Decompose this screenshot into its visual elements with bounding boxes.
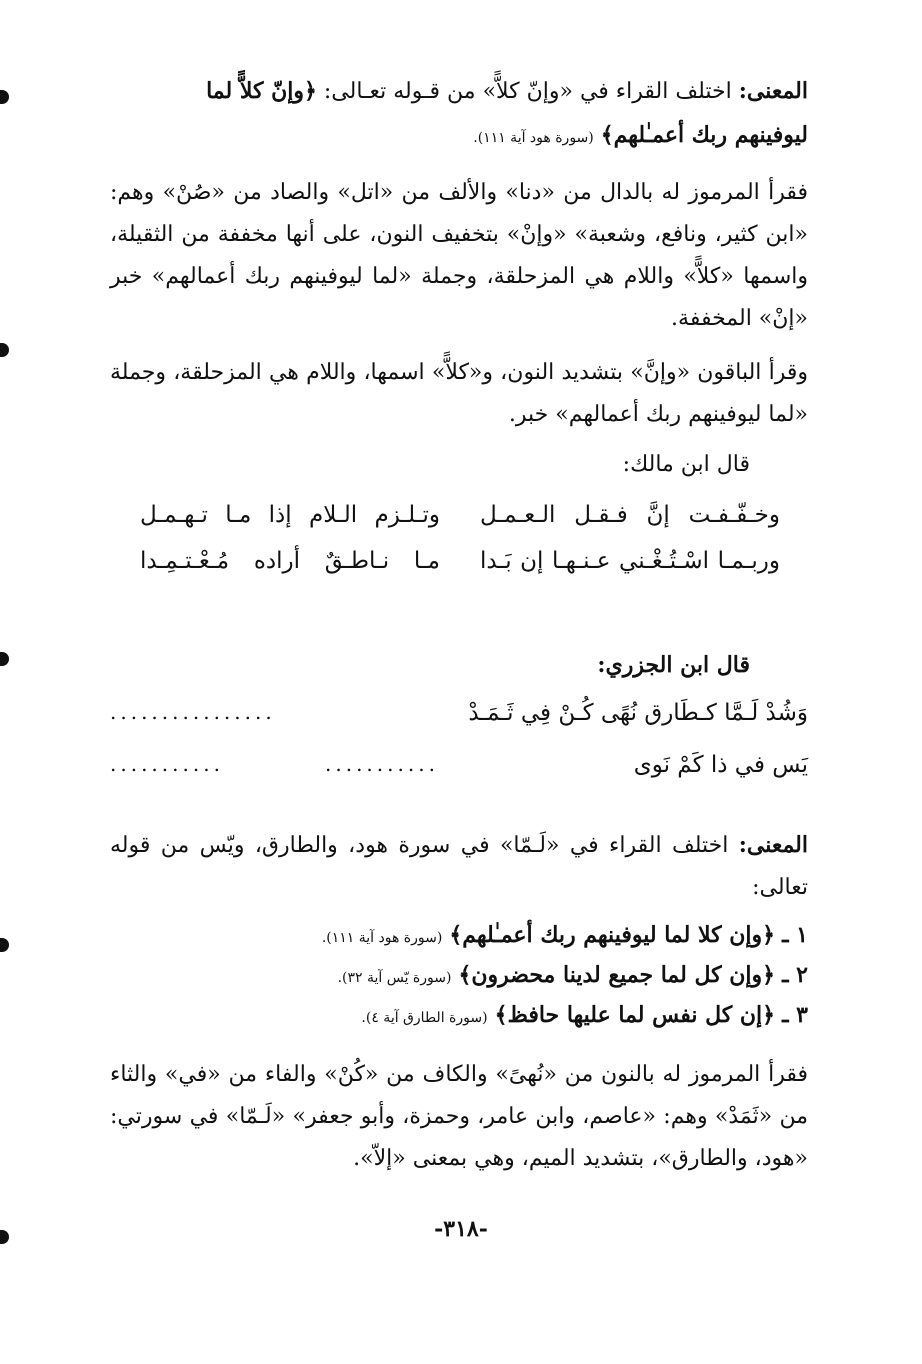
list-item-reference: (سورة يّس آية ٣٢).: [337, 970, 452, 986]
para1-line2-quote: ليوفينهم ربك أعمـٰلهم﴾: [600, 122, 808, 148]
jazari-line-1-dots: ................: [110, 700, 276, 724]
para2: فقرأ المرموز له بالدال من «دنا» والألف من «اتل» والصاد من «صُنْ» وهم: «ابن كثير، ونافع، وشعبة» «وإنْ» بتخفيف النون، على أنها مخففة من الثقيلة، واسمها «كلاًّ» واللام هي المزحلقة، وجملة «لما ليوفينهم ربك أعمالهم» خبر «إنْ» المخففة.: [110, 180, 808, 331]
list-item: [110, 962, 808, 988]
para5: فقرأ المرموز له بالنون من «نُهىً» والكاف من «كُنْ» والفاء من «في» والثاء من «ثَمَدْ» وهم: «عاصم، وابن عامر، وحمزة، وأبو جعفر» «لَـمّا» في سورتي: «هود، والطارق»، بتشديد الميم، وهي بمعنى «إلاّ».: [110, 1062, 808, 1171]
margin-mark: [0, 343, 9, 357]
para1-reference: (سورة هود آية ١١١).: [473, 130, 594, 146]
para3: وقرأ الباقون «وإنَّ» بتشديد النون، و«كلاًّ» اسمها، واللام هي المزحلقة، وجملة «لما ليوفينهم ربك أعمالهم» خبر.: [110, 360, 808, 427]
list-item-verse: ﴿وإن كلا لما ليوفينهم ربك أعمـٰلهم﴾: [449, 922, 776, 948]
verse-2-hemistich-right: وربـمـا اسْـتُـغْـني عـنـهـا إن بَـدا: [480, 548, 780, 574]
list-item: [110, 1002, 808, 1028]
jazari-line-2-text: يَس في ذا كَمْ نَوى: [633, 752, 808, 778]
ibn-jazari-line-1: [110, 700, 808, 740]
margin-mark: [0, 90, 9, 104]
jazari-line-2-dots-middle: ...........: [325, 752, 439, 776]
list-item-reference: (سورة الطارق آية ٤).: [361, 1010, 488, 1026]
para1-line1-quote: ﴿وإنّ كلاًّ لما: [206, 78, 317, 104]
verse-1-hemistich-left: وتـلـزم الـلام إذا مـا تـهـمـل: [140, 502, 440, 528]
margin-mark: [0, 652, 9, 666]
ibn-malik-verse-1: [140, 502, 780, 542]
list-item-number: ٢ ـ: [782, 962, 808, 988]
para1-line2: [110, 122, 808, 148]
list-item-number: ١ ـ: [782, 922, 808, 948]
margin-mark: [0, 938, 9, 952]
para1-lead: المعنى:: [738, 78, 808, 104]
para1-line1-text: اختلف القراء في «وإنّ كلاًّ» من قـوله تعـالى:: [323, 79, 732, 104]
list-item-verse: ﴿وإن كل لما جميع لدينا محضرون﴾: [458, 962, 776, 988]
jazari-line-2-dots-left: ...........: [110, 752, 224, 776]
verse-1-hemistich-right: وخـفّـفـت إنَّ فـقـل الـعـمـل: [480, 502, 780, 528]
page-number: -٣١٨-: [434, 1216, 488, 1242]
list-item: [110, 922, 808, 948]
ibn-jazari-heading: قال ابن الجزري:: [597, 652, 750, 678]
list-item-verse: ﴿إن كل نفس لما عليها حافظ﴾: [494, 1002, 776, 1028]
ibn-malik-verse-2: [140, 548, 780, 588]
verse-2-hemistich-left: مـا نـاطـقٌ أراده مُـعْـتـمِـدا: [140, 548, 440, 574]
para4-text: اختلف القراء في «لَـمّا» في سورة هود، والطارق، ويّس من قوله تعالى:: [110, 833, 808, 900]
ibn-malik-heading: قال ابن مالك:: [622, 452, 750, 477]
ibn-jazari-line-2: [110, 752, 808, 792]
jazari-line-1-text: وَشُدْ لَـمَّا كـطَارق نُهًى كُـنْ فِي ثَـمَـدْ: [468, 700, 808, 726]
para1-line1: [110, 78, 808, 104]
para4-lead: المعنى:: [738, 832, 808, 858]
list-item-number: ٣ ـ: [782, 1002, 808, 1028]
list-item-reference: (سورة هود آية ١١١).: [321, 930, 443, 946]
para4: [110, 824, 808, 909]
